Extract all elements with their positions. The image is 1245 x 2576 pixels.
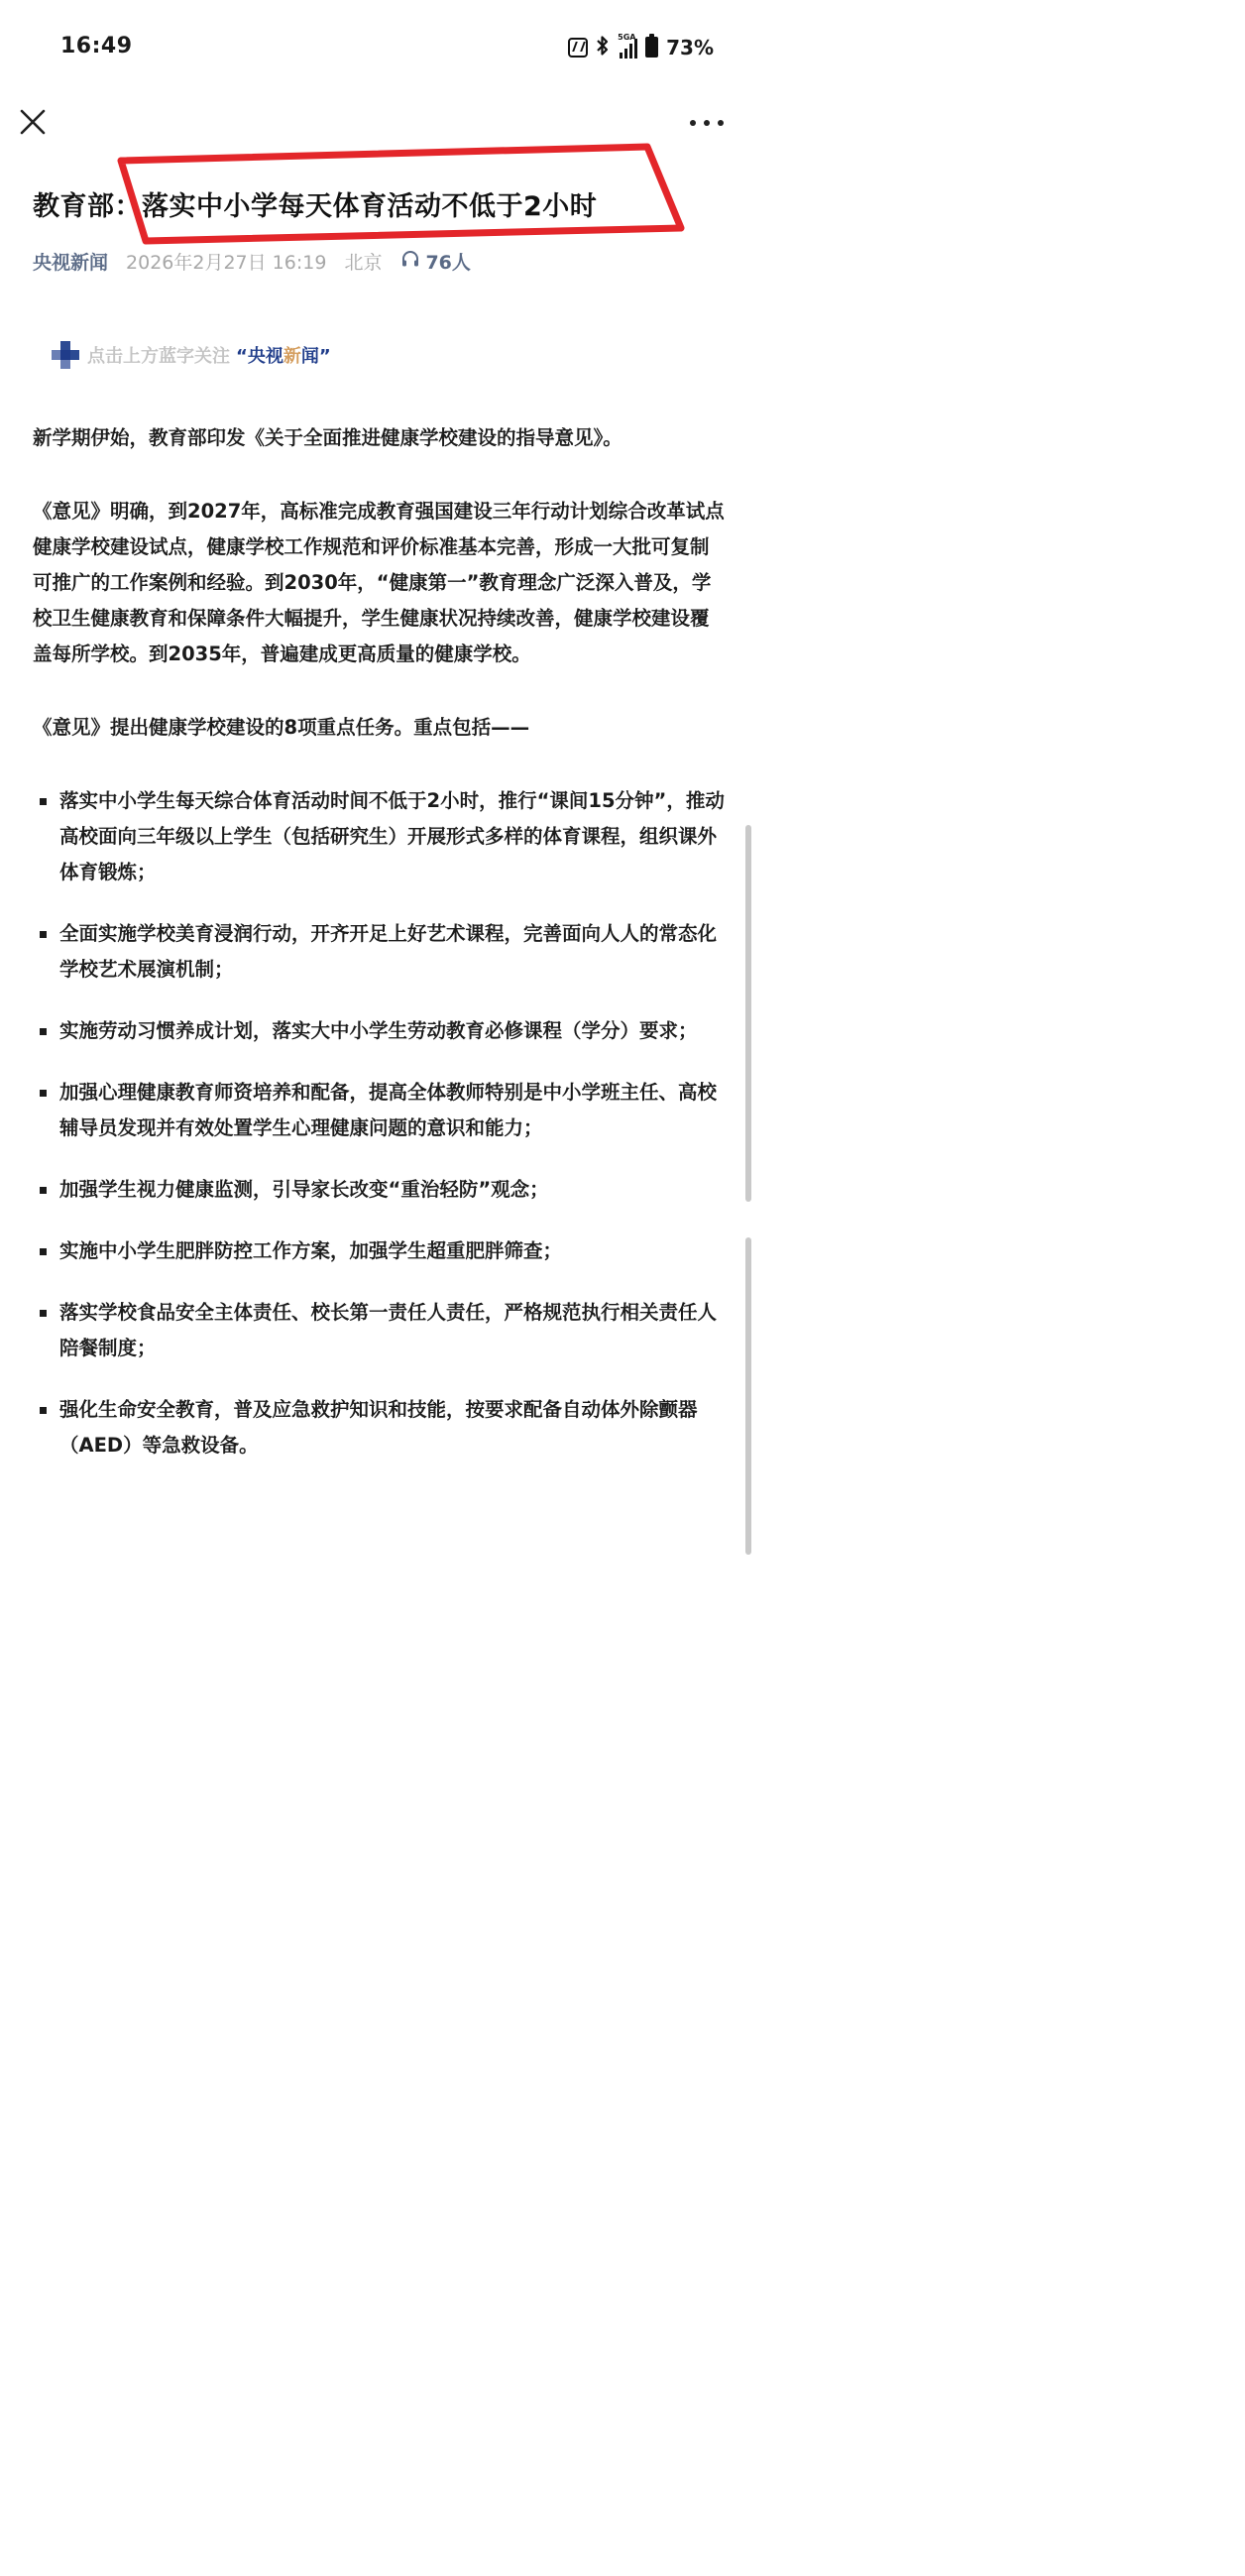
highlight-annotation: [116, 141, 687, 246]
headphones-icon: [401, 250, 419, 273]
follow-brand: “央视新闻”: [236, 346, 331, 367]
paragraph: 《意见》提出健康学校建设的8项重点任务。重点包括——: [33, 716, 530, 739]
signal-icon: [618, 32, 637, 59]
listener-count: 76人: [425, 252, 471, 274]
list-item: 落实学校食品安全主体责任、校长第一责任人责任，严格规范执行相关责任人陪餐制度；: [33, 1295, 727, 1366]
close-icon[interactable]: [18, 107, 48, 137]
list-item: 落实中小学生每天综合体育活动时间不低于2小时，推行“课间15分钟”，推动高校面向三年级以上学生（包括研究生）开展形式多样的体育课程，组织课外体育锻炼；: [33, 783, 727, 890]
list-item: 加强心理健康教育师资培养和配备，提高全体教师特别是中小学班主任、高校辅导员发现并有效处置学生心理健康问题的意识和能力；: [33, 1075, 727, 1146]
status-time: 16:49: [60, 34, 133, 59]
scrollbar[interactable]: [745, 825, 751, 1555]
scrollbar-thumb[interactable]: [745, 1237, 751, 1555]
nfc-icon: [568, 38, 588, 58]
status-icons: [568, 32, 714, 59]
follow-hint: 点击上方蓝字关注: [87, 346, 230, 367]
battery-percent: 73%: [666, 35, 714, 59]
cctv-logo-icon: [50, 339, 81, 371]
list-item: 强化生命安全教育，普及应急救护知识和技能，按要求配备自动体外除颤器（AED）等急救设备。: [33, 1392, 727, 1464]
listen-button[interactable]: [401, 248, 470, 275]
list-item: 加强学生视力健康监测，引导家长改变“重治轻防”观念；: [33, 1172, 727, 1208]
paragraph: 新学期伊始，教育部印发《关于全面推进健康学校建设的指导意见》。: [33, 426, 622, 449]
publish-date: 2026年2月27日 16:19: [126, 252, 327, 274]
article-meta: [33, 248, 471, 275]
list-item: 实施中小学生肥胖防控工作方案，加强学生超重肥胖筛查；: [33, 1233, 727, 1269]
bluetooth-icon: [596, 35, 610, 59]
battery-icon: [645, 37, 658, 58]
task-list: [33, 783, 727, 1464]
network-tag: 5GA: [618, 32, 636, 42]
list-item: 实施劳动习惯养成计划，落实大中小学生劳动教育必修课程（学分）要求；: [33, 1013, 727, 1049]
list-item: 全面实施学校美育浸润行动，开齐开足上好艺术课程，完善面向人人的常态化学校艺术展演机制；: [33, 916, 727, 988]
status-bar: [0, 0, 751, 99]
scrollbar-thumb[interactable]: [745, 825, 751, 1202]
more-icon[interactable]: [690, 111, 724, 135]
publish-location: 北京: [344, 252, 383, 274]
follow-banner[interactable]: [50, 339, 331, 371]
article-body: [33, 420, 727, 1489]
article-title: 教育部：落实中小学每天体育活动不低于2小时: [33, 191, 598, 222]
source-link[interactable]: 央视新闻: [33, 252, 109, 274]
paragraph: 《意见》明确，到2027年，高标准完成教育强国建设三年行动计划综合改革试点健康学校建设试点，健康学校工作规范和评价标准基本完善，形成一大批可复制可推广的工作案例和经验。到2030年，“健康第一”教育理念广泛深入普及，学校卫生健康教育和保障条件大幅提升，学生健康状况持续改善，健康学校建设覆盖每所学校。到2035年，普遍建成更高质量的健康学校。: [33, 500, 725, 665]
